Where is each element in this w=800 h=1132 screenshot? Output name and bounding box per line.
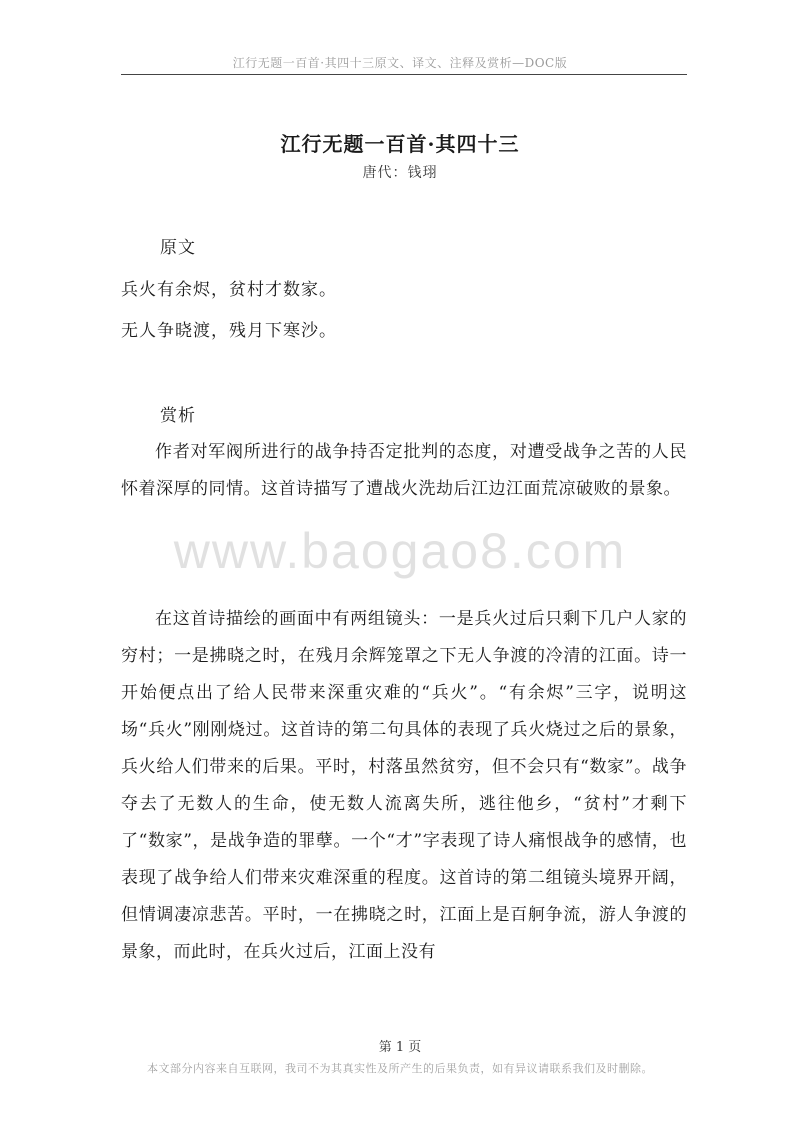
watermark-text: www.baogao8.com <box>173 523 627 579</box>
appreciation-paragraph: 在这首诗描绘的画面中有两组镜头：一是兵火过后只剩下几户人家的穷村；一是拂晓之时，在残月余辉笼罩之下无人争渡的冷清的江面。诗一开始便点出了给人民带来深重灾难的“兵火”。“有余烬”三字，说明这场“兵火”刚刚烧过。这首诗的第二句具体的表现了兵火烧过之后的景象，兵火给人们带来的后果。平时，村落虽然贫穷，但不会只有“数家”。战争夺去了无数人的生命，使无数人流离失所，逃往他乡，“贫村”才剩下了“数家”，是战争造的罪孽。一个“才”字表现了诗人痛恨战争的感情，也表现了战争给人们带来灾难深重的程度。这首诗的第二组镜头境界开阔，但情调凄凉悲苦。平时，一在拂晓之时，江面上是百舸争流，游人争渡的景象，而此时，在兵火过后，江面上没有 <box>121 609 687 962</box>
section-label-appreciation: 赏析 <box>160 406 196 426</box>
appreciation-paragraph: 作者对军阀所进行的战争持否定批判的态度，对遭受战争之苦的人民怀着深厚的同情。这首诗描写了遭战火洗劫后江边江面荒凉破败的景象。 <box>121 442 687 499</box>
document-author: 唐代：钱珝 <box>362 165 438 181</box>
page-number: 第 1 页 <box>378 1040 422 1055</box>
section-label-original: 原文 <box>160 238 196 258</box>
header-divider <box>121 74 687 75</box>
poem-line: 无人争晓渡，残月下寒沙。 <box>121 321 337 341</box>
page-header-text: 江行无题一百首·其四十三原文、译文、注释及赏析—DOC版 <box>232 56 568 70</box>
poem-line: 兵火有余烬，贫村才数家。 <box>121 280 337 300</box>
document-title: 江行无题一百首·其四十三 <box>280 132 520 156</box>
footer-disclaimer: 本文部分内容来自互联网，我司不为其真实性及所产生的后果负责，如有异议请联系我们及时删除。 <box>147 1062 653 1075</box>
